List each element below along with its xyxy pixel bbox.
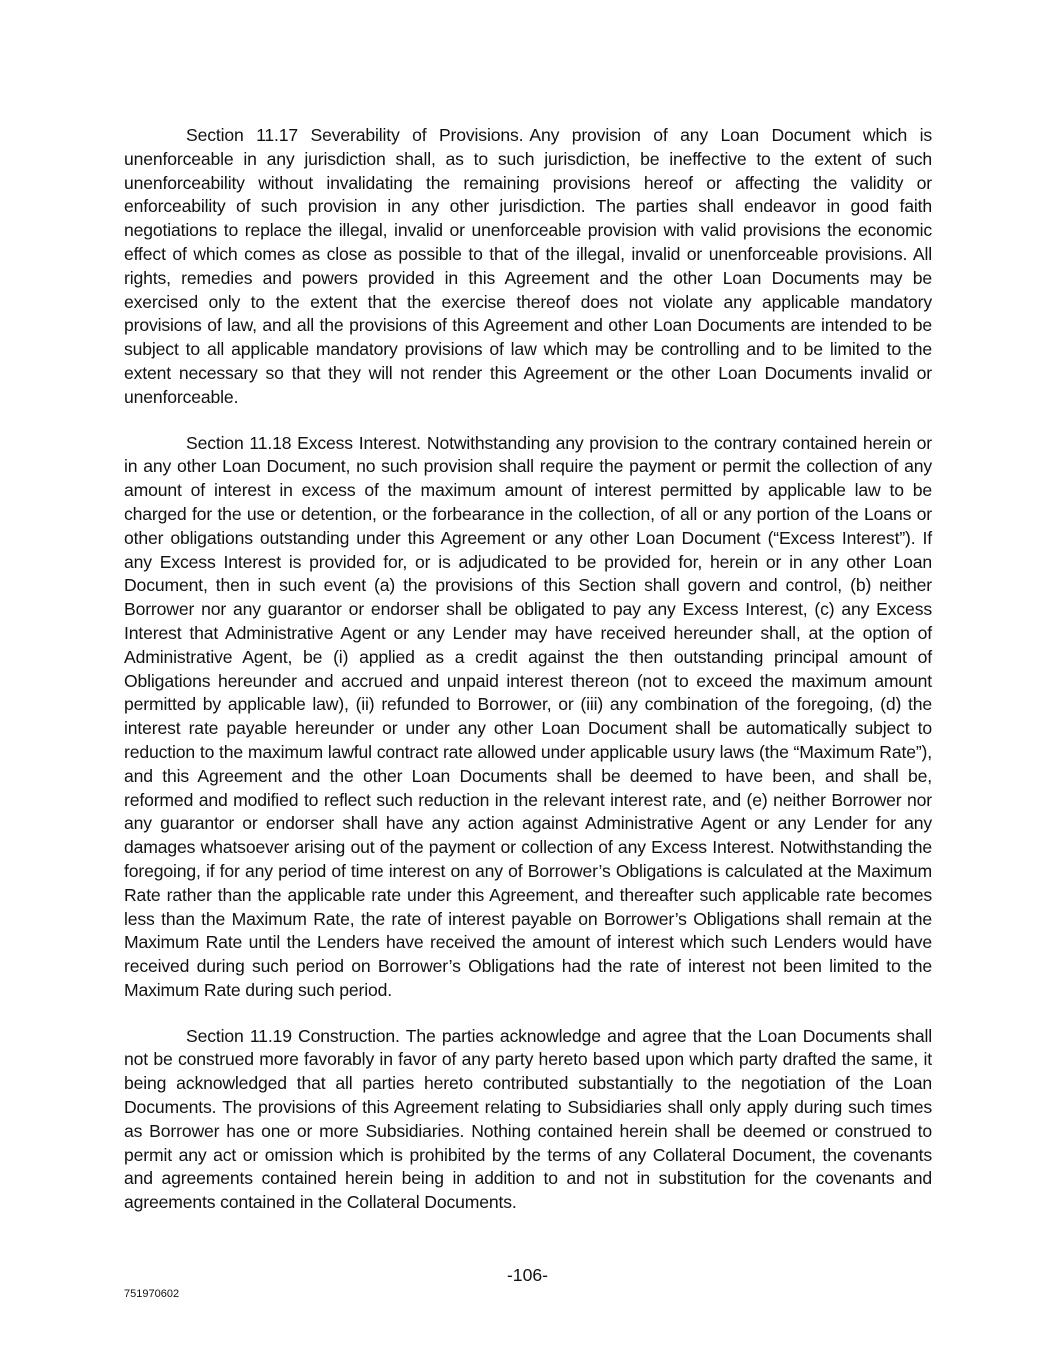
section-11-19 — [124, 1025, 932, 1215]
section-text: Any provision of any Loan Document which is unenforceable in any jurisdiction shall, as to such jurisdiction, be ineffective to the extent of such unenforceability without invalidating the remaining provisions hereof or affecting the validity or enforceability of such provision in any other jurisdiction. The parties shall endeavor in good faith negotiations to replace the illegal, invalid or unenforceable provision with valid provisions the economic effect of which comes as close as possible to that of the illegal, invalid or unenforceable provisions. All rights, remedies and powers provided in this Agreement and the other Loan Documents may be exercised only to the extent that the exercise thereof does not violate any applicable mandatory provisions of law, and all the provisions of this Agreement and other Loan Documents are intended to be subject to all applicable mandatory provisions of law which may be controlling and to be limited to the extent necessary so that they will not render this Agreement or the other Loan Documents invalid or unenforceable. — [124, 125, 932, 407]
document-id: 751970602 — [124, 1288, 180, 1300]
section-text: Notwithstanding any provision to the contrary contained herein or in any other Loan Document, no such provision shall require the payment or permit the collection of any amount of interest in excess of the maximum amount of interest permitted by applicable law to be charged for the use or detention, or the forbearance in the collection, of all or any portion of the Loans or other obligations outstanding under this Agreement or any other Loan Document (“Excess Interest”). If any Excess Interest is provided for, or is adjudicated to be provided for, herein or in any other Loan Document, then in such event (a) the provisions of this Section shall govern and control, (b) neither Borrower nor any guarantor or endorser shall be obligated to pay any Excess Interest, (c) any Excess Interest that Administrative Agent or any Lender may have received hereunder shall, at the option of Administrative Agent, be (i) applied as a credit against the then outstanding principal amount of Obligations hereunder and accrued and unpaid interest thereon (not to exceed the maximum amount permitted by applicable law), (ii) refunded to Borrower, or (iii) any combination of the foregoing, (d) the interest rate payable hereunder or under any other Loan Document shall be automatically subject to reduction to the maximum lawful contract rate allowed under applicable usury laws (the “Maximum Rate”), and this Agreement and the other Loan Documents shall be deemed to have been, and shall be, reformed and modified to reflect such reduction in the relevant interest rate, and (e) neither Borrower nor any guarantor or endorser shall have any action against Administrative Agent or any Lender for any damages whatsoever arising out of the payment or collection of any Excess Interest. Notwithstanding the foregoing, if for any period of time interest on any of Borrower’s Obligations is calculated at the Maximum Rate rather than the applicable rate under this Agreement, and thereafter such applicable rate becomes less than the Maximum Rate, the rate of interest payable on Borrower’s Obligations shall remain at the Maximum Rate until the Lenders have received the amount of interest which such Lenders would have received during such period on Borrower’s Obligations had the rate of interest not been limited to the Maximum Rate during such period. — [124, 432, 932, 1000]
section-text: The parties acknowledge and agree that the Loan Documents shall not be construed more favorably in favor of any party hereto based upon which party drafted the same, it being acknowledged that all parties hereto contributed substantially to the negotiation of the Loan Documents. The provisions of this Agreement relating to Subsidiaries shall only apply during such times as Borrower has one or more Subsidiaries. Nothing contained herein shall be deemed or construed to permit any act or omission which is prohibited by the terms of any Collateral Document, the covenants and agreements contained herein being in addition to and not in substitution for the covenants and agreements contained in the Collateral Documents. — [124, 1025, 932, 1213]
section-heading: Section 11.17 Severability of Provisions. — [186, 125, 524, 145]
section-heading: Section 11.19 Construction. — [186, 1025, 400, 1046]
document-body — [124, 124, 932, 1237]
page-number: -106- — [506, 1265, 549, 1285]
section-11-18 — [124, 432, 932, 1003]
section-heading: Section 11.18 Excess Interest. — [186, 432, 421, 453]
section-11-17 — [124, 124, 932, 410]
